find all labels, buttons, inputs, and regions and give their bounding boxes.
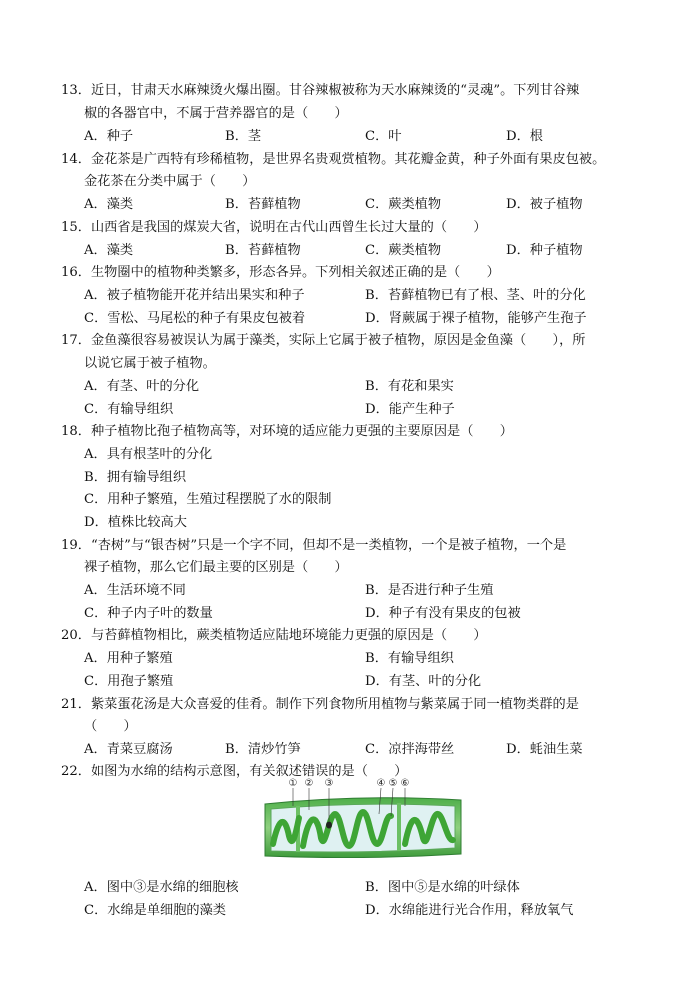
- q14-option-a: A．藻类: [84, 197, 134, 212]
- q13-option-a: A．种子: [84, 129, 134, 144]
- q15-option-d: D．种子植物: [506, 243, 583, 258]
- q13-option-b: B．茎: [225, 129, 262, 144]
- diagram-label-4: ④: [376, 778, 386, 789]
- spirogyra-diagram: [263, 776, 463, 858]
- diagram-label-1: ①: [288, 778, 298, 789]
- q16-option-b: B．苔藓植物已有了根、茎、叶的分化: [365, 288, 586, 303]
- q14-option-b: B．苔藓植物: [225, 197, 301, 212]
- q14-option-d: D．被子植物: [506, 197, 583, 212]
- q15-option-b: B．苔藓植物: [225, 243, 301, 258]
- q20-option-a: A．用种子繁殖: [84, 651, 173, 666]
- q22-option-c: C．水绵是单细胞的藻类: [84, 903, 226, 918]
- nucleus-icon: [326, 822, 332, 829]
- q22-line-1: 22．如图为水绵的结构示意图，有关叙述错误的是（ ）: [61, 764, 408, 779]
- q19-option-d: D．种子有没有果皮的包被: [365, 606, 521, 621]
- q17-option-d: D．能产生种子: [365, 402, 455, 417]
- q16-option-a: A．被子植物能开花并结出果实和种子: [84, 288, 305, 303]
- q17-option-a: A．有茎、叶的分化: [84, 379, 200, 394]
- q19-option-b: B．是否进行种子生殖: [365, 583, 494, 598]
- diagram-label-5: ⑤: [388, 778, 398, 789]
- q13-line-1: 13．近日，甘肃天水麻辣烫火爆出圈。甘谷辣椒被称为天水麻辣烫的“灵魂”。下列甘谷辣: [61, 83, 580, 98]
- q16-option-c: C．雪松、马尾松的种子有果皮包被着: [84, 311, 306, 326]
- q16-line-1: 16．生物圈中的植物种类繁多，形态各异。下列相关叙述正确的是（ ）: [61, 265, 500, 280]
- diagram-label-2: ②: [304, 778, 314, 789]
- q14-line-2: 金花茶在分类中属于（ ）: [84, 174, 256, 189]
- q18-option-d: D．植株比较高大: [84, 515, 187, 530]
- cell-wall: [397, 803, 401, 851]
- q22-option-b: B．图中⑤是水绵的叶绿体: [365, 880, 520, 895]
- q17-line-2: 以说它属于被子植物。: [84, 356, 216, 371]
- q19-option-a: A．生活环境不同: [84, 583, 186, 598]
- q18-option-b: B．拥有输导组织: [84, 470, 187, 485]
- q19-option-c: C．种子内子叶的数量: [84, 606, 213, 621]
- q20-option-d: D．有茎、叶的分化: [365, 674, 482, 689]
- diagram-label-6: ⑥: [400, 778, 410, 789]
- diagram-label-3: ③: [324, 778, 334, 789]
- q19-line-1: 19．“杏树”与“银杏树”只是一个字不同，但却不是一类植物，一个是被子植物，一个是: [61, 538, 567, 553]
- q17-option-b: B．有花和果实: [365, 379, 454, 394]
- q15-option-c: C．蕨类植物: [365, 243, 442, 258]
- q21-option-a: A．青菜豆腐汤: [84, 742, 173, 757]
- q13-option-c: C．叶: [365, 129, 402, 144]
- q17-option-c: C．有输导组织: [84, 402, 174, 417]
- q21-line-2: （ ）: [84, 719, 137, 734]
- q21-option-d: D．蚝油生菜: [506, 742, 583, 757]
- q14-line-1: 14．金花茶是广西特有珍稀植物，是世界名贵观赏植物。其花瓣金黄，种子外面有果皮包被。: [61, 152, 606, 167]
- q20-option-b: B．有输导组织: [365, 651, 454, 666]
- q13-line-2: 椒的各器官中，不属于营养器官的是（ ）: [84, 106, 348, 121]
- q21-option-b: B．清炒竹笋: [225, 742, 301, 757]
- q16-option-d: D．肾蕨属于裸子植物，能够产生孢子: [365, 311, 587, 326]
- q18-option-c: C．用种子繁殖，生殖过程摆脱了水的限制: [84, 492, 332, 507]
- q21-option-c: C．凉拌海带丝: [365, 742, 455, 757]
- q20-option-c: C．用孢子繁殖: [84, 674, 174, 689]
- q19-line-2: 裸子植物，那么它们最主要的区别是（ ）: [84, 560, 348, 575]
- q18-line-1: 18．种子植物比孢子植物高等，对环境的适应能力更强的主要原因是（ ）: [61, 424, 513, 439]
- q20-line-1: 20．与苔藓植物相比，蕨类植物适应陆地环境能力更强的原因是（ ）: [61, 628, 487, 643]
- q22-option-a: A．图中③是水绵的细胞核: [84, 880, 239, 895]
- q17-line-1: 17．金鱼藻很容易被误认为属于藻类，实际上它属于被子植物，原因是金鱼藻（ ），所: [61, 333, 586, 348]
- q22-option-d: D．水绵能进行光合作用，释放氧气: [365, 903, 574, 918]
- q21-line-1: 21．紫菜蛋花汤是大众喜爱的佳肴。制作下列食物所用植物与紫菜属于同一植物类群的是: [61, 697, 579, 712]
- q14-option-c: C．蕨类植物: [365, 197, 442, 212]
- q15-option-a: A．藻类: [84, 243, 134, 258]
- q15-line-1: 15．山西省是我国的煤炭大省，说明在古代山西曾生长过大量的（ ）: [61, 220, 487, 235]
- q18-option-a: A．具有根茎叶的分化: [84, 447, 213, 462]
- q13-option-d: D．根: [506, 129, 543, 144]
